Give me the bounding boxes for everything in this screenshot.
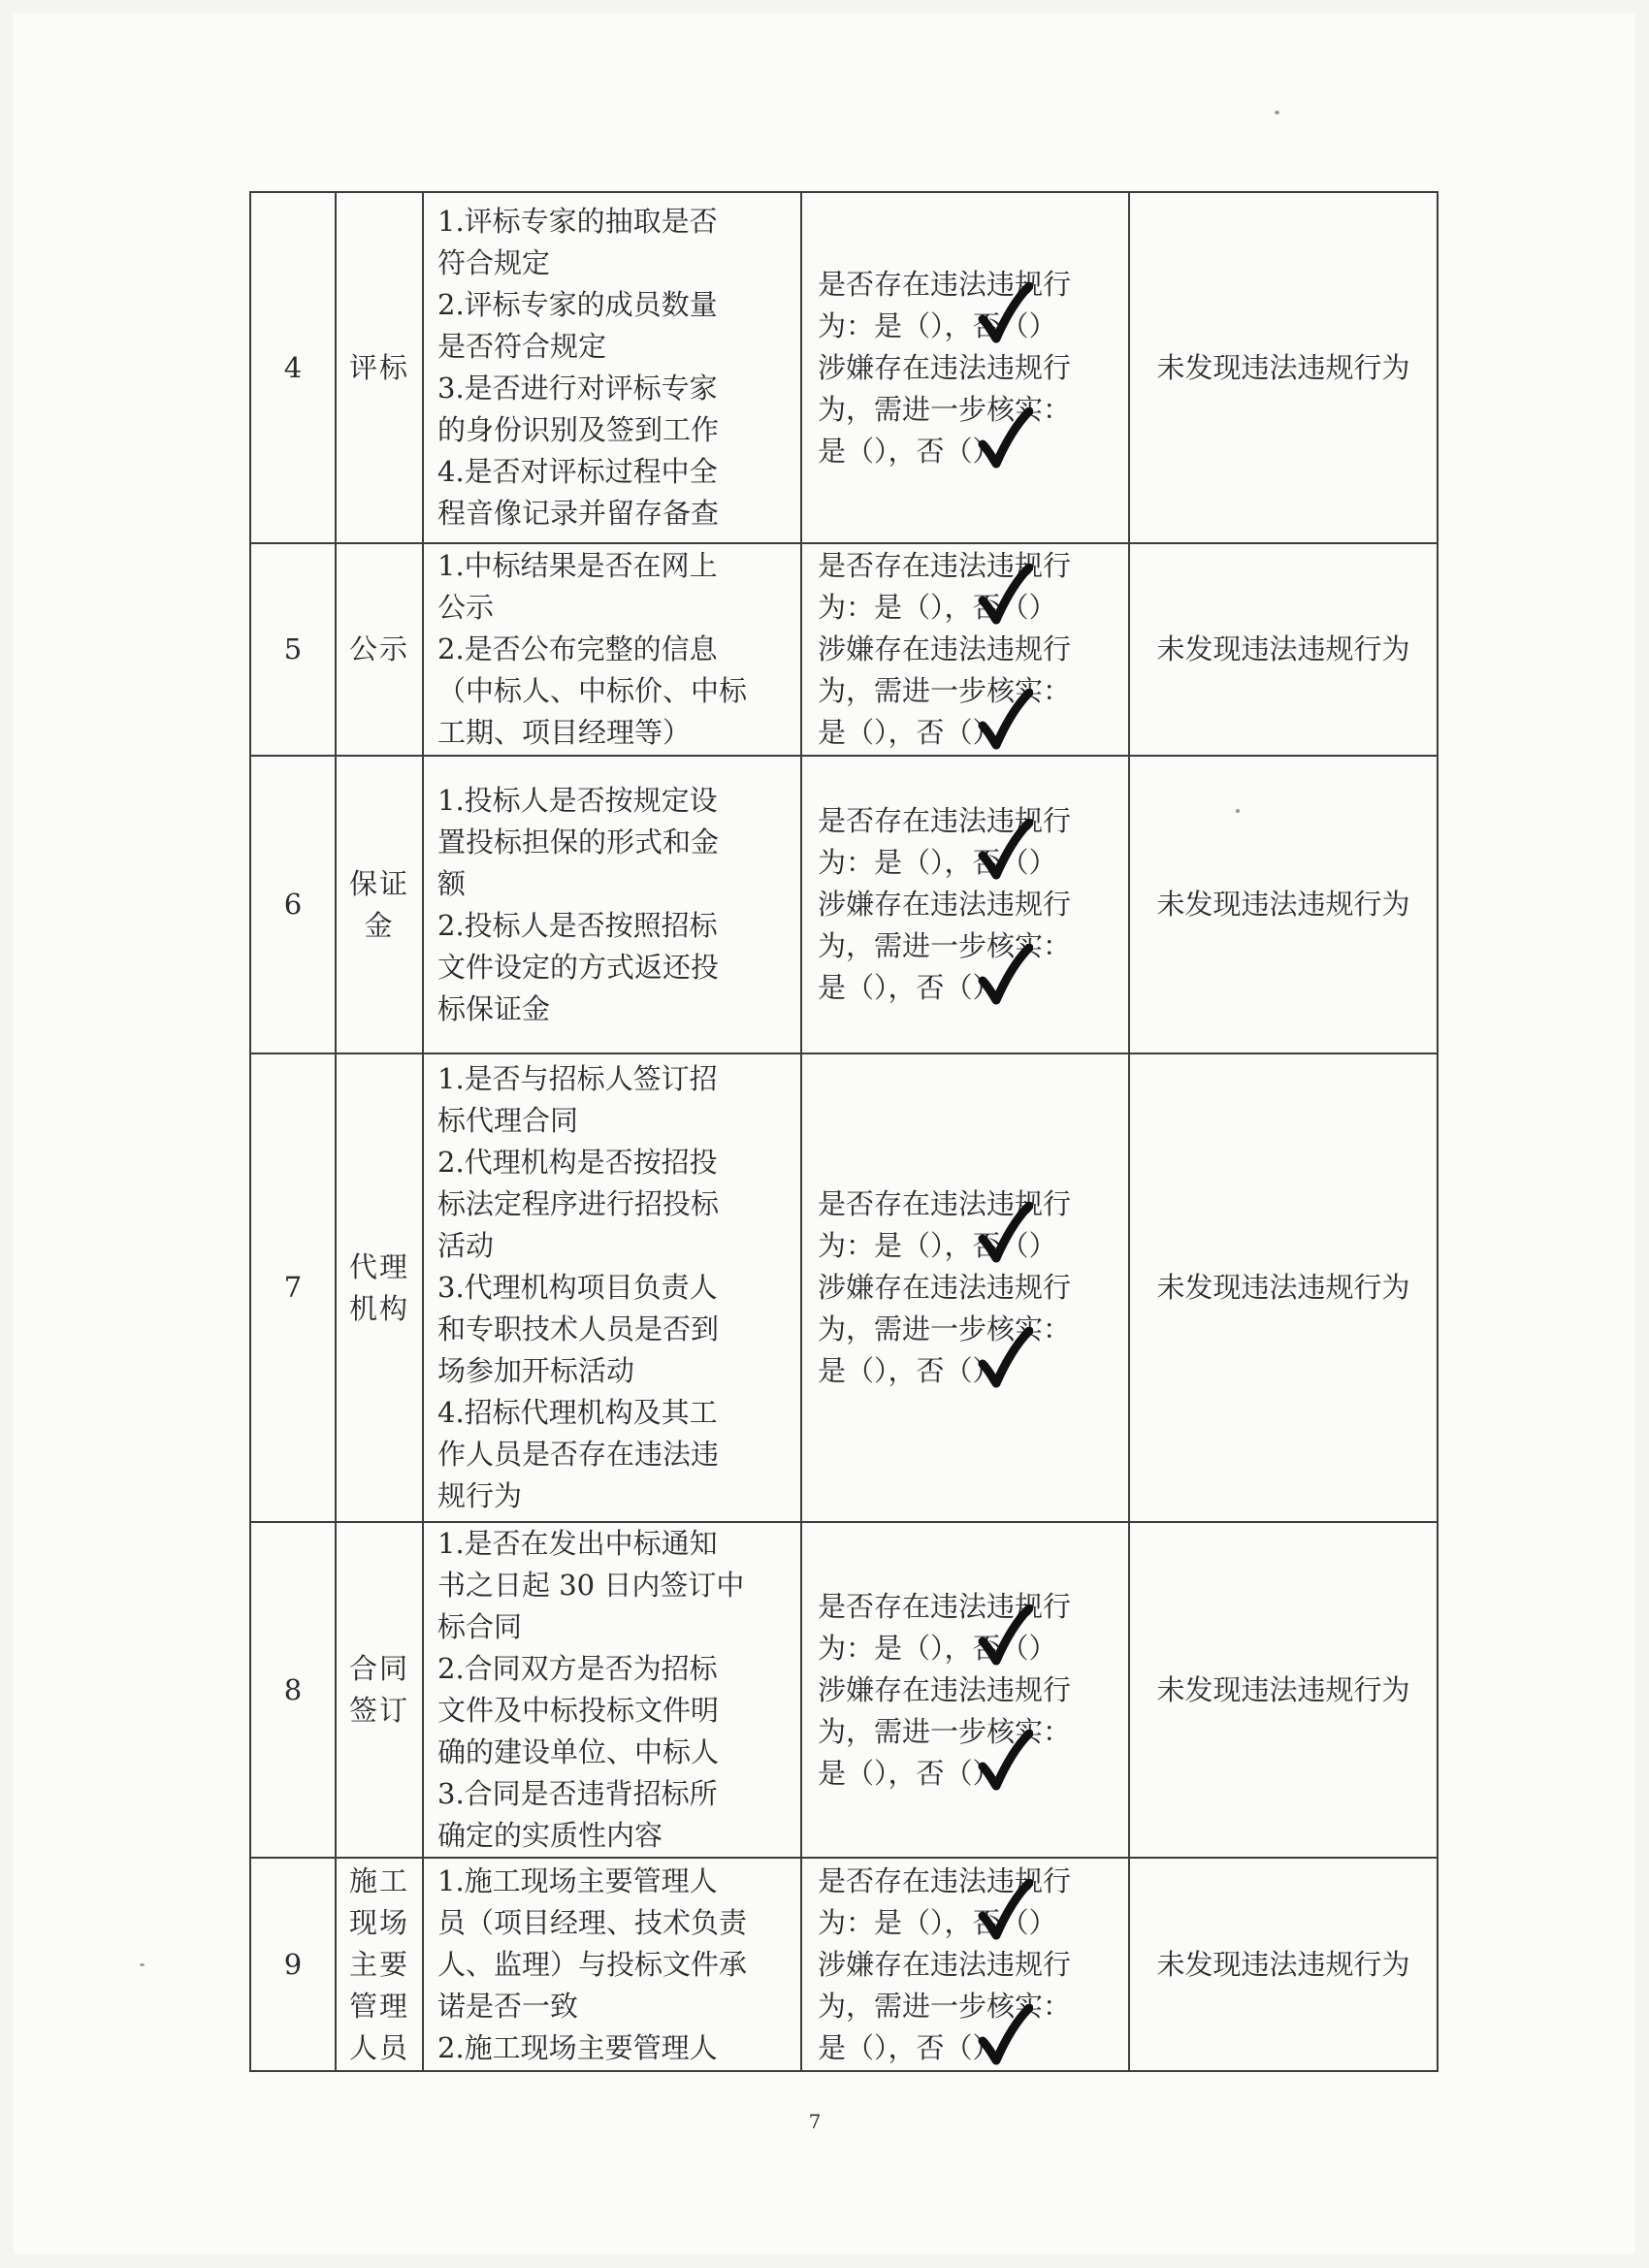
check-line: 为，需进一步核实： xyxy=(818,929,1072,962)
content-line: 2.评标专家的成员数量 xyxy=(437,288,718,321)
content-line: 符合规定 xyxy=(437,246,551,279)
inspection-item xyxy=(336,1053,423,1522)
content-line: 1.是否与招标人签订招 xyxy=(437,1062,718,1095)
content-line: 标代理合同 xyxy=(437,1104,579,1137)
content-line: 公示 xyxy=(437,591,495,624)
check-finding xyxy=(801,1053,1129,1522)
check-line: 涉嫌存在违法违规行 xyxy=(818,1947,1072,1981)
table-row xyxy=(250,1053,1438,1522)
check-line: 是否存在违法违规行 xyxy=(818,1863,1072,1897)
table-row xyxy=(250,1522,1438,1858)
content-line: 2.是否公布完整的信息 xyxy=(437,632,718,665)
content-line: 2.投标人是否按照招标 xyxy=(437,908,718,942)
inspection-content xyxy=(423,1053,801,1522)
content-line: 的身份识别及签到工作 xyxy=(437,413,720,446)
inspection-result: 未发现违法违规行为 xyxy=(1129,1053,1438,1522)
check-line: 为，需进一步核实： xyxy=(818,392,1072,426)
inspection-item-label: 保证金 xyxy=(348,866,409,942)
inspection-item-label: 施工现场主要管理人员 xyxy=(348,1863,409,2064)
check-line: 是（），否（） xyxy=(818,971,1001,1004)
content-line: 文件设定的方式返还投 xyxy=(437,950,720,984)
content-line: 3.代理机构项目负责人 xyxy=(437,1271,718,1304)
inspection-item-label: 代理机构 xyxy=(348,1249,409,1325)
row-number: 5 xyxy=(250,543,336,756)
content-line: 确定的实质性内容 xyxy=(437,1819,663,1852)
content-line: 标合同 xyxy=(437,1610,523,1643)
check-line: 涉嫌存在违法违规行 xyxy=(818,632,1072,665)
row-number: 6 xyxy=(250,756,336,1053)
content-line: 4.招标代理机构及其工 xyxy=(437,1396,718,1429)
check-line: 为：是（），否（） xyxy=(818,308,1057,342)
inspection-item xyxy=(336,756,423,1053)
check-line: 为：是（），否（） xyxy=(818,591,1057,624)
check-line: 为，需进一步核实： xyxy=(818,1312,1072,1345)
content-line: 标法定程序进行招投标 xyxy=(437,1187,720,1220)
check-line: 为：是（），否（） xyxy=(818,1905,1057,1939)
content-line: 文件及中标投标文件明 xyxy=(437,1694,720,1727)
content-line: 1.中标结果是否在网上 xyxy=(437,549,718,582)
check-finding xyxy=(801,1858,1129,2071)
inspection-item xyxy=(336,192,423,543)
check-finding xyxy=(801,543,1129,756)
inspection-content xyxy=(423,1522,801,1858)
check-line: 为：是（），否（） xyxy=(818,1229,1057,1262)
inspection-item-label: 评标 xyxy=(348,350,409,384)
page-number: 7 xyxy=(808,2110,822,2133)
content-line: 作人员是否存在违法违 xyxy=(437,1438,720,1471)
check-line: 是（），否（） xyxy=(818,716,1001,749)
check-line: 涉嫌存在违法违规行 xyxy=(818,1271,1072,1304)
table-row xyxy=(250,1858,1438,2071)
content-line: 人、监理）与投标文件承 xyxy=(437,1947,748,1981)
content-line: 2.合同双方是否为招标 xyxy=(437,1652,718,1685)
content-line: 规行为 xyxy=(437,1479,523,1512)
content-line: 活动 xyxy=(437,1229,495,1262)
content-line: 员（项目经理、技术负责 xyxy=(437,1905,748,1939)
inspection-content xyxy=(423,1858,801,2071)
inspection-content xyxy=(423,756,801,1053)
check-line: 为，需进一步核实： xyxy=(818,1714,1072,1748)
check-line: 涉嫌存在违法违规行 xyxy=(818,1672,1072,1706)
check-line: 为：是（），否（） xyxy=(818,1631,1057,1665)
check-line: 是否存在违法违规行 xyxy=(818,804,1072,837)
check-line: 为，需进一步核实： xyxy=(818,1989,1072,2023)
row-number: 9 xyxy=(250,1858,336,2071)
inspection-content xyxy=(423,543,801,756)
content-line: 程音像记录并留存备查 xyxy=(437,497,720,530)
scan-speck xyxy=(1275,111,1279,114)
content-line: 额 xyxy=(437,866,467,900)
table-row xyxy=(250,543,1438,756)
check-finding xyxy=(801,1522,1129,1858)
scan-speck xyxy=(140,1963,145,1966)
content-line: 3.合同是否违背招标所 xyxy=(437,1777,718,1810)
check-line: 为：是（），否（） xyxy=(818,846,1057,879)
check-line: 是否存在违法违规行 xyxy=(818,549,1072,582)
content-line: 1.是否在发出中标通知 xyxy=(437,1527,718,1560)
check-line: 涉嫌存在违法违规行 xyxy=(818,350,1072,384)
inspection-result: 未发现违法违规行为 xyxy=(1129,1522,1438,1858)
content-line: 确的建设单位、中标人 xyxy=(437,1735,720,1768)
inspection-table xyxy=(249,191,1439,2072)
content-line: 3.是否进行对评标专家 xyxy=(437,372,718,405)
table-row xyxy=(250,756,1438,1053)
inspection-item xyxy=(336,1522,423,1858)
content-line: 书之日起 30 日内签订中 xyxy=(437,1569,745,1602)
table-row xyxy=(250,192,1438,543)
content-line: （中标人、中标价、中标 xyxy=(437,674,748,707)
inspection-item xyxy=(336,543,423,756)
row-number: 8 xyxy=(250,1522,336,1858)
content-line: 标保证金 xyxy=(437,991,551,1025)
inspection-result: 未发现违法违规行为 xyxy=(1129,1858,1438,2071)
check-line: 是否存在违法违规行 xyxy=(818,1187,1072,1220)
inspection-result: 未发现违法违规行为 xyxy=(1129,543,1438,756)
inspection-item-label: 公示 xyxy=(348,632,409,665)
content-line: 诺是否一致 xyxy=(437,1989,579,2023)
content-line: 1.评标专家的抽取是否 xyxy=(437,205,718,238)
content-line: 置投标担保的形式和金 xyxy=(437,825,720,859)
content-line: 2.代理机构是否按招投 xyxy=(437,1146,718,1179)
content-line: 和专职技术人员是否到 xyxy=(437,1312,720,1345)
content-line: 场参加开标活动 xyxy=(437,1354,635,1387)
inspection-item xyxy=(336,1858,423,2071)
content-line: 工期、项目经理等） xyxy=(437,716,692,749)
content-line: 1.施工现场主要管理人 xyxy=(437,1863,718,1897)
inspection-content xyxy=(423,192,801,543)
check-line: 是（），否（） xyxy=(818,1354,1001,1387)
content-line: 1.投标人是否按规定设 xyxy=(437,783,718,817)
check-finding xyxy=(801,756,1129,1053)
check-line: 是（），否（） xyxy=(818,1756,1001,1790)
inspection-result: 未发现违法违规行为 xyxy=(1129,192,1438,543)
row-number: 4 xyxy=(250,192,336,543)
check-line: 涉嫌存在违法违规行 xyxy=(818,888,1072,921)
check-line: 是否存在违法违规行 xyxy=(818,1589,1072,1623)
inspection-result: 未发现违法违规行为 xyxy=(1129,756,1438,1053)
content-line: 2.施工现场主要管理人 xyxy=(437,2030,718,2064)
check-finding xyxy=(801,192,1129,543)
check-line: 是（），否（） xyxy=(818,2030,1001,2064)
check-line: 是（），否（） xyxy=(818,434,1001,468)
check-line: 是否存在违法违规行 xyxy=(818,267,1072,301)
content-line: 是否符合规定 xyxy=(437,330,607,363)
inspection-item-label: 合同签订 xyxy=(348,1652,409,1727)
row-number: 7 xyxy=(250,1053,336,1522)
check-line: 为，需进一步核实： xyxy=(818,674,1072,707)
content-line: 4.是否对评标过程中全 xyxy=(437,455,718,488)
